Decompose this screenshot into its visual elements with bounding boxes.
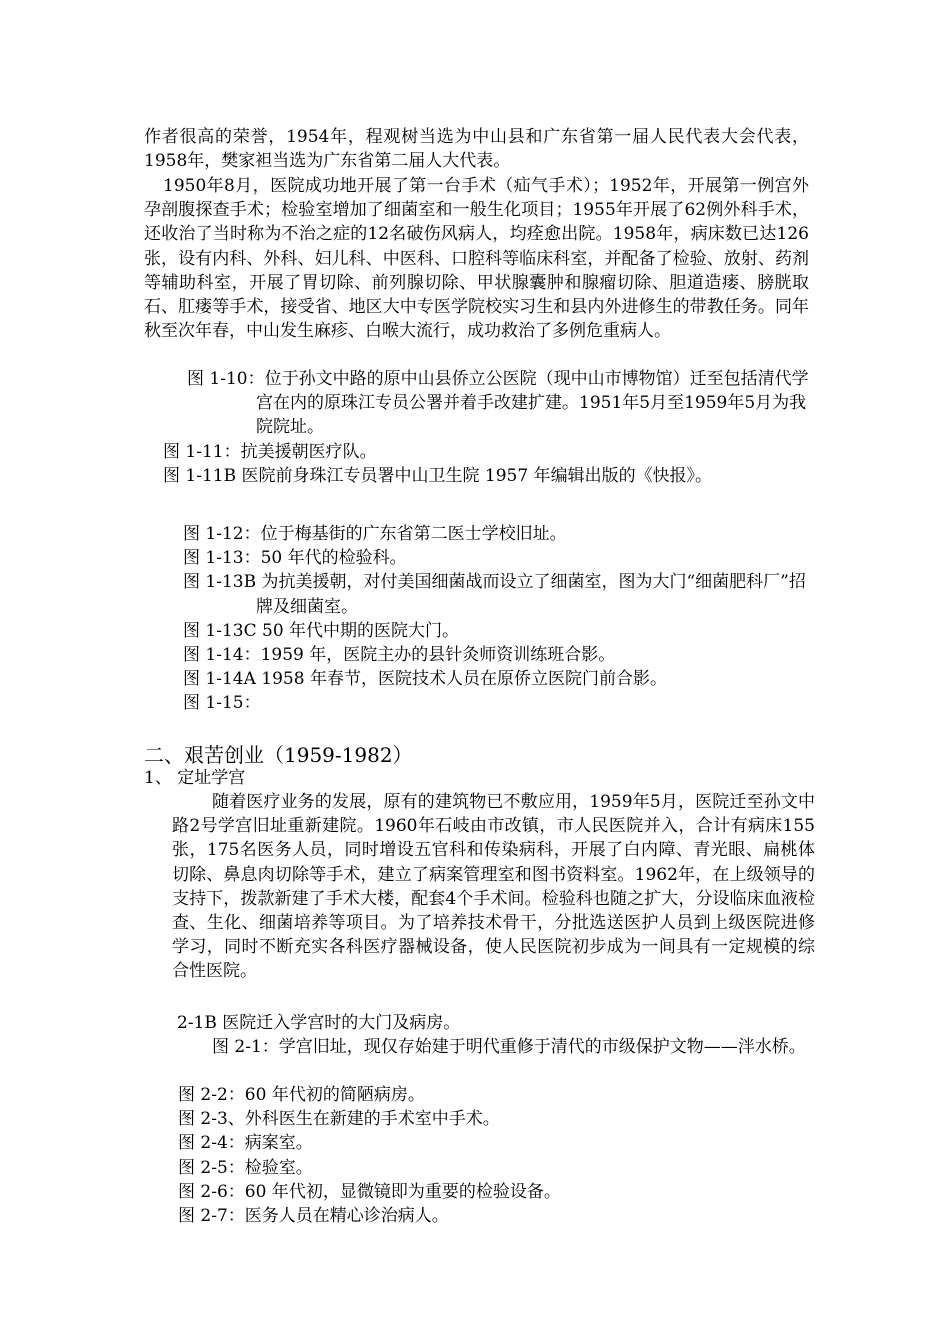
caption-item: 图 1-13：50 年代的检验科。 <box>183 548 407 569</box>
caption-item: 图 1-13B 为抗美援朝，对付美国细菌战而设立了细菌室，图为大门“细菌肥科厂”招牌及细菌室。 <box>183 572 806 617</box>
section-heading: 二、艰苦创业（1959-1982） <box>144 743 413 767</box>
caption-fig-2-1: 图 2-1：学宫旧址，现仅存始建于明代重修于清代的市级保护文物——泮水桥。 <box>212 1037 806 1057</box>
caption-item: 图 2-7：医务人员在精心诊治病人。 <box>178 1206 449 1227</box>
caption-list-1 <box>183 522 813 716</box>
caption-item: 图 1-13C 50 年代中期的医院大门。 <box>183 620 460 641</box>
subsection-heading: 1、 定址学宫 <box>144 768 246 788</box>
caption-item: 图 2-3、外科医生在新建的手术室中手术。 <box>178 1109 500 1130</box>
caption-item: 图 1-12：位于梅基街的广东省第二医士学校旧址。 <box>183 524 567 544</box>
paragraph-honors: 作者很高的荣誉，1954年，程观树当选为中山县和广东省第一届人民代表大会代表，1958年，樊家袒当选为广东省第二届人大代表。 <box>144 127 809 172</box>
caption-item: 图 2-4：病案室。 <box>178 1133 313 1154</box>
caption-fig-2-1b: 2-1B 医院迁入学宫时的大门及病房。 <box>177 1013 461 1033</box>
paragraph-1950s-development: 1950年8月，医院成功地开展了第一台手术（疝气手术）；1952年，开展第一例宫外孕剖腹探查手术；检验室增加了细菌室和一般生化项目；1955年开展了62例外科手术，还收治了当时称为不治之症的12名破伤风病人，均痊愈出院。1958年，病床数已达126张，设有内科、外科、妇儿科、中医科、口腔科等临床科室，并配备了检验、放射、药剂等辅助科室，开展了胃切除、前列腺切除、甲状腺囊肿和腺瘤切除、胆道造瘘、膀胱取石、肛瘘等手术，接受省、地区大中专医学院校实习生和县内外进修生的带教任务。同年秋至次年春，中山发生麻疹、白喉大流行，成功救治了多例危重病人。 <box>144 176 809 342</box>
caption-item: 图 2-5：检验室。 <box>178 1157 313 1178</box>
caption-item: 图 2-6：60 年代初，显微镜即为重要的检验设备。 <box>178 1181 561 1202</box>
caption-item: 图 2-2：60 年代初的简陋病房。 <box>178 1085 425 1105</box>
caption-item: 图 1-15： <box>183 693 261 714</box>
caption-item: 图 1-14A 1958 年春节，医院技术人员在原侨立医院门前合影。 <box>183 669 667 690</box>
caption-fig-1-11: 图 1-11：抗美援朝医疗队。 <box>163 442 377 462</box>
caption-list-2 <box>178 1083 561 1228</box>
caption-item: 图 1-14：1959 年，医院主办的县针灸师资训练班合影。 <box>183 645 616 666</box>
paragraph-relocation: 随着医疗业务的发展，原有的建筑物已不敷应用，1959年5月，医院迁至孙文中路2号学宫旧址重新建院。1960年石岐由市改镇，市人民医院并入，合计有病床155张，175名医务人员，同时增设五官科和传染病科，开展了白内障、青光眼、扁桃体切除、鼻息肉切除等手术，建立了病案管理室和图书资料室。1962年，在上级领导的支持下，拨款新建了手术大楼，配套4个手术间。检验科也随之扩大，分设临床血液检查、生化、细菌培养等项目。为了培养技术骨干，分批选送医护人员到上级医院进修学习，同时不断充实各科医疗器械设备，使人民医院初步成为一间具有一定规模的综合性医院。 <box>172 792 815 982</box>
caption-fig-1-11b: 图 1-11B 医院前身珠江专员署中山卫生院 1957 年编辑出版的《快报》。 <box>163 466 713 486</box>
caption-fig-1-10: 图 1-10：位于孙文中路的原中山县侨立公医院（现中山市博物馆）迁至包括清代学宫在内的原珠江专员公署并着手改建扩建。1951年5月至1959年5月为我院院址。 <box>187 369 809 438</box>
